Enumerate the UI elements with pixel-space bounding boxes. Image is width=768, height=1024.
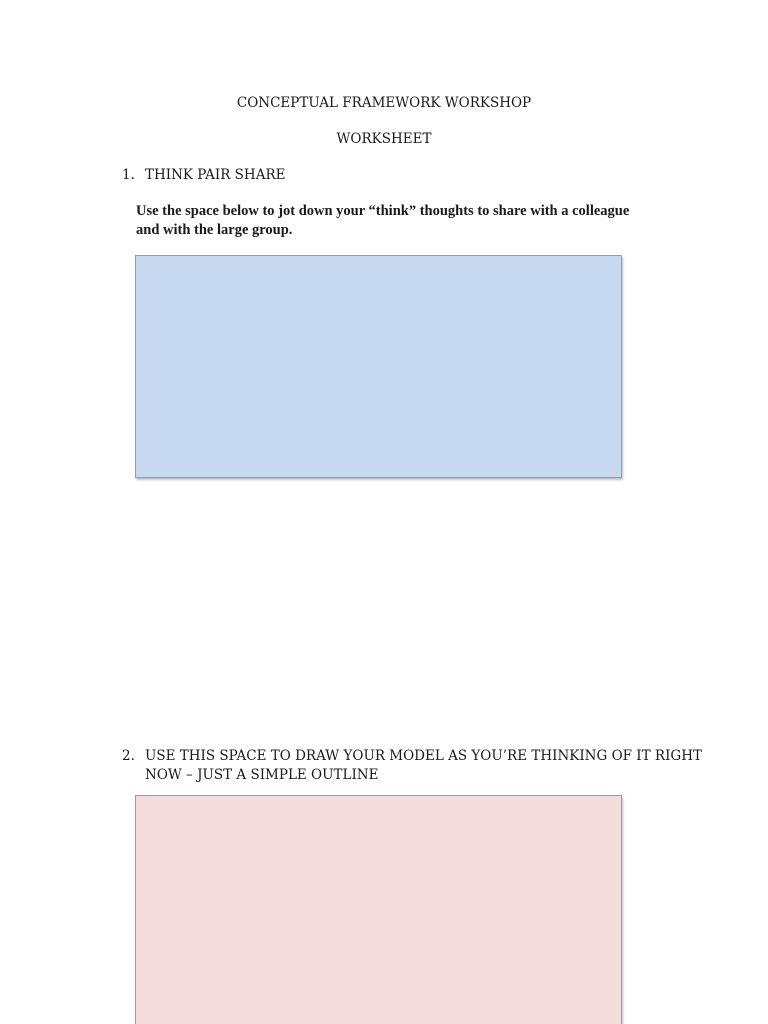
section1-instruction-line2: and with the large group. xyxy=(136,222,293,238)
document-title: CONCEPTUAL FRAMEWORK WORKSHOP xyxy=(236,95,532,111)
section1-number: 1. xyxy=(122,167,135,183)
document-subtitle: WORKSHEET xyxy=(336,131,432,147)
section2-heading xyxy=(145,747,702,785)
section1-instruction xyxy=(136,202,656,240)
section2-number: 2. xyxy=(122,748,135,764)
section2-heading-line1: USE THIS SPACE TO DRAW YOUR MODEL AS YOU’RE THINKING OF IT RIGHT xyxy=(145,748,702,764)
section1-instruction-line1: Use the space below to jot down your “think” thoughts to share with a colleague xyxy=(136,203,630,219)
model-drawing-box[interactable] xyxy=(135,795,622,1024)
section2-heading-line2: NOW – JUST A SIMPLE OUTLINE xyxy=(145,767,379,783)
section1-heading: THINK PAIR SHARE xyxy=(145,167,286,183)
think-notes-box[interactable] xyxy=(135,255,622,478)
